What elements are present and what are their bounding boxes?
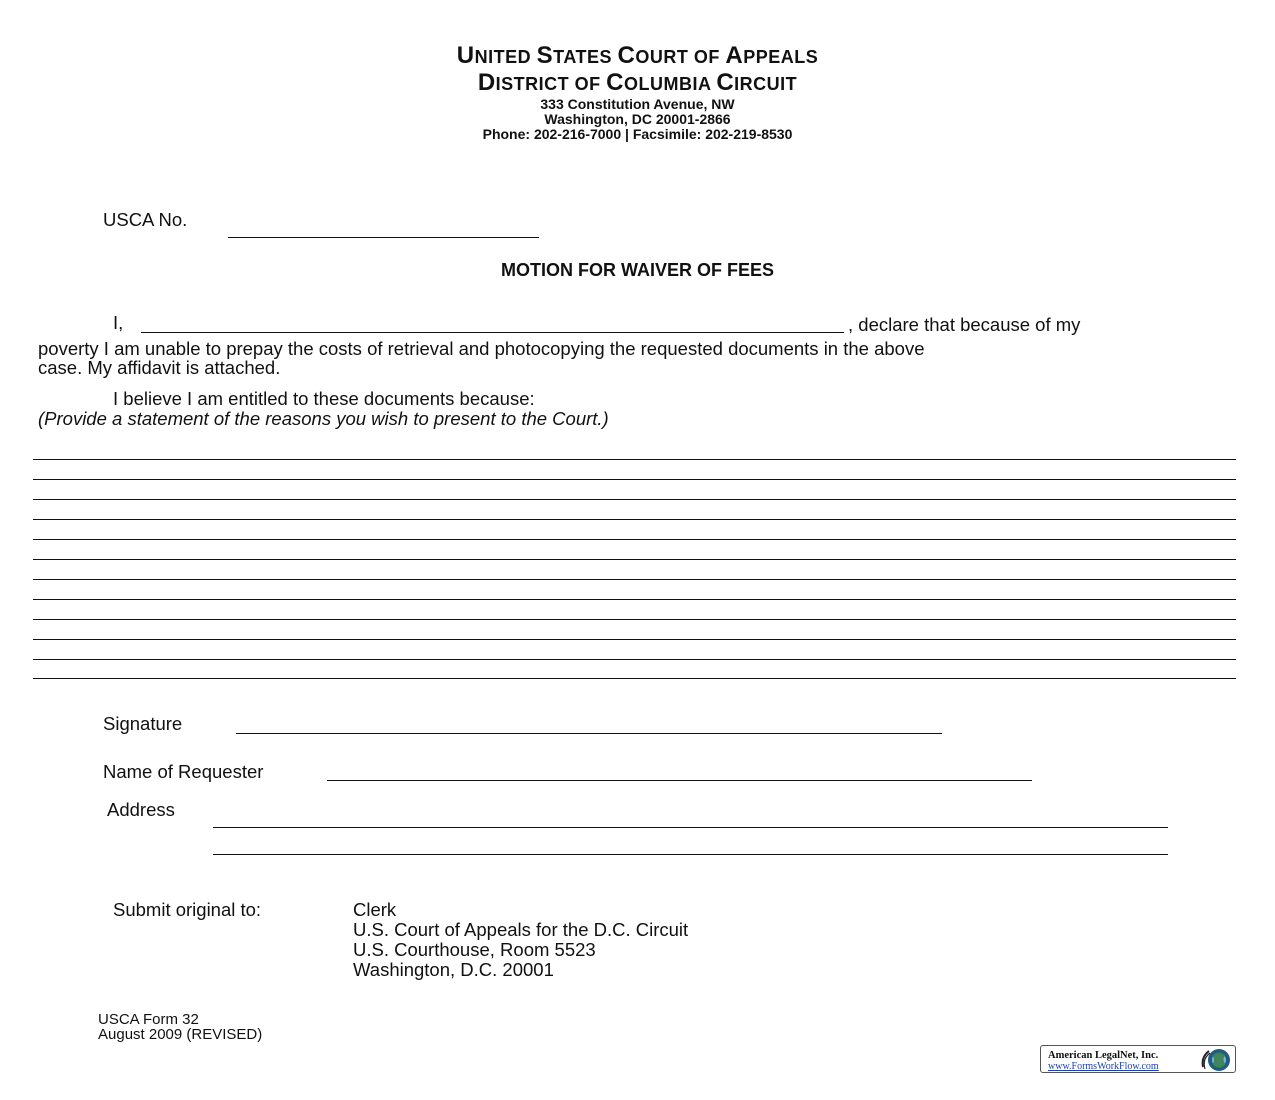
court-name-line1: UNITED STATES COURT OF APPEALS (456, 42, 819, 69)
globe-logo-icon (1199, 1047, 1233, 1073)
submit-address-line4: Washington, D.C. 20001 (353, 959, 554, 980)
court-city-address: Washington, DC 20001-2866 (544, 111, 731, 127)
reason-line[interactable] (33, 499, 1236, 500)
declaration-line2: poverty I am unable to prepay the costs of retrieval and photocopying the requested documents in the above (38, 338, 925, 359)
case-number-label: USCA No. (103, 209, 188, 230)
reason-line[interactable] (33, 678, 1236, 679)
reason-line[interactable] (33, 579, 1236, 580)
address-field-line1[interactable] (213, 807, 1168, 828)
reason-line[interactable] (33, 639, 1236, 640)
submit-label: Submit original to: (113, 899, 262, 920)
requester-name-label: Name of Requester (103, 761, 264, 782)
address-field-line2[interactable] (213, 834, 1168, 855)
submit-address-line1: Clerk (353, 899, 397, 920)
submit-address-line2: U.S. Court of Appeals for the D.C. Circuit (353, 919, 689, 940)
reason-line[interactable] (33, 599, 1236, 600)
reason-line[interactable] (33, 659, 1236, 660)
case-number-field[interactable] (228, 218, 539, 238)
address-label: Address (107, 799, 175, 820)
reason-line[interactable] (33, 459, 1236, 460)
publisher-name: American LegalNet, Inc. (1048, 1050, 1159, 1061)
submit-address-line3: U.S. Courthouse, Room 5523 (353, 939, 596, 960)
requester-name-field[interactable] (327, 760, 1032, 781)
signature-label: Signature (103, 713, 183, 734)
court-street-address: 333 Constitution Avenue, NW (540, 96, 735, 112)
reasons-instruction: (Provide a statement of the reasons you wish to present to the Court.) (38, 408, 609, 429)
reason-line[interactable] (33, 559, 1236, 560)
reason-line[interactable] (33, 619, 1236, 620)
reasons-intro: I believe I am entitled to these documents because: (113, 388, 535, 409)
reason-line[interactable] (33, 519, 1236, 520)
reason-line[interactable] (33, 479, 1236, 480)
declaration-prefix: I, (113, 312, 124, 333)
reason-line[interactable] (33, 539, 1236, 540)
declaration-line3: case. My affidavit is attached. (38, 357, 281, 378)
publisher-badge (1040, 1045, 1236, 1073)
page-title: MOTION FOR WAIVER OF FEES (500, 260, 774, 280)
form-revision: August 2009 (REVISED) (98, 1026, 263, 1043)
form-number: USCA Form 32 (98, 1011, 199, 1028)
declarant-name-field[interactable] (141, 313, 844, 333)
declaration-suffix: , declare that because of my (848, 314, 1081, 335)
court-phone-fax: Phone: 202-216-7000 | Facsimile: 202-219-8530 (482, 126, 793, 142)
publisher-link[interactable]: www.FormsWorkFlow.com (1048, 1061, 1159, 1072)
signature-field[interactable] (236, 713, 942, 734)
court-name-line2: DISTRICT OF COLUMBIA CIRCUIT (477, 69, 798, 96)
